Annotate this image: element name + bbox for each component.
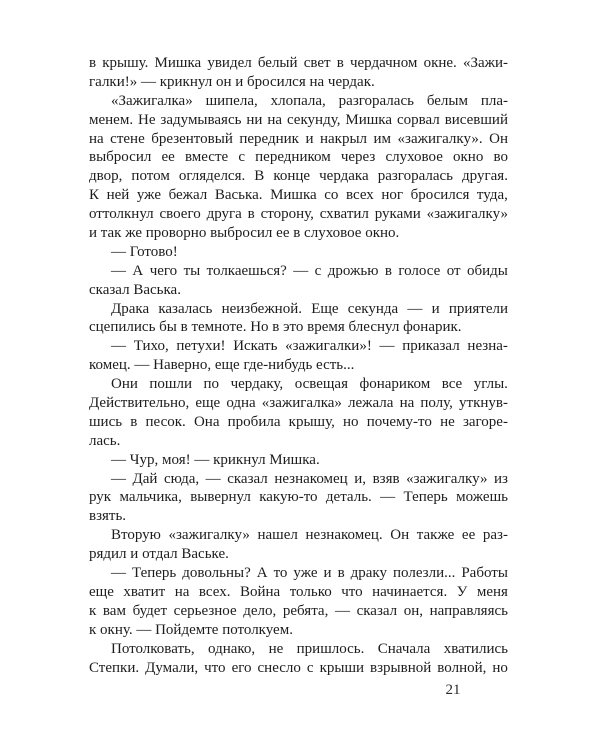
word: по <box>203 376 220 393</box>
word: на <box>267 111 283 128</box>
word: В <box>254 168 265 185</box>
word: драку <box>350 565 388 582</box>
paragraph <box>89 526 508 564</box>
text-line <box>89 92 508 111</box>
word: К <box>89 187 100 204</box>
word: уже <box>136 187 161 204</box>
word: взрывной <box>370 659 432 676</box>
word: мальчика, <box>119 489 182 506</box>
word: — <box>407 300 423 317</box>
word: серьезное <box>173 602 237 619</box>
word: неизбежной. <box>221 300 302 317</box>
text-line <box>89 167 508 186</box>
word: и <box>323 565 332 582</box>
word: с <box>238 149 245 166</box>
text-line: — Готово! <box>111 243 178 260</box>
text-line <box>89 148 508 167</box>
word: стене <box>110 130 145 147</box>
word: раз- <box>482 527 508 544</box>
word: дело, <box>243 602 277 619</box>
word: выбросил <box>89 149 152 166</box>
word: потом <box>131 168 170 185</box>
word: снесло <box>257 659 301 676</box>
word: на <box>399 395 415 412</box>
text-line: лась. <box>89 432 121 449</box>
text-line: рядил и отдал Ваське. <box>89 546 229 563</box>
word: приятели <box>448 300 508 317</box>
word: загоре- <box>462 413 508 430</box>
word: секунду, <box>286 111 341 128</box>
text-line <box>89 375 508 394</box>
word: А <box>256 565 268 582</box>
word: хватит <box>123 583 166 600</box>
word: — <box>334 602 350 619</box>
text-line: и так же проворно выбросил ее в слуховое окно. <box>89 225 400 242</box>
word: уже <box>293 565 318 582</box>
word: свет <box>303 55 331 71</box>
page-text <box>89 54 508 677</box>
word: сторону, <box>260 206 314 223</box>
text-line <box>89 394 508 413</box>
word: шись <box>89 413 123 430</box>
word: незнакомец <box>274 470 348 487</box>
word: «зажигалка» <box>261 395 342 412</box>
word: освещая <box>294 376 348 393</box>
text-line <box>89 186 508 205</box>
word: на <box>89 130 104 147</box>
word: задумываясь <box>160 111 242 128</box>
word: передником <box>255 149 331 166</box>
word: Он <box>390 527 410 544</box>
word: чердака <box>319 168 369 185</box>
word: Он <box>489 130 508 147</box>
word: белый <box>257 55 298 71</box>
word: висевший <box>444 111 508 128</box>
word: Теперь <box>403 489 448 506</box>
word: накрыл <box>319 130 368 147</box>
word: лежала <box>348 395 394 412</box>
word: не <box>268 640 284 657</box>
paragraph <box>89 243 508 262</box>
paragraph <box>89 92 508 243</box>
word: направляясь <box>429 602 508 619</box>
word: бросился <box>410 187 470 204</box>
paragraph <box>89 300 508 338</box>
word: «Зажигалка» <box>111 92 193 109</box>
word: приказал <box>402 338 460 355</box>
word: еще <box>89 583 114 600</box>
word: Драка <box>111 300 150 317</box>
word: Мишка <box>270 187 317 204</box>
word: что <box>341 583 363 600</box>
text-line <box>89 488 508 507</box>
paragraph <box>89 470 508 527</box>
word: уткнув- <box>459 395 508 412</box>
word: вам <box>102 602 126 619</box>
word: всех. <box>198 583 231 600</box>
word: будет <box>132 602 168 619</box>
word: и <box>431 300 440 317</box>
word: — <box>111 338 126 355</box>
word: петухи! <box>176 338 226 355</box>
word: Она <box>193 413 220 430</box>
word: в <box>247 206 255 223</box>
word: какую-то <box>259 489 318 506</box>
word: Тихо, <box>133 338 169 355</box>
paragraph <box>89 54 508 92</box>
word: также <box>416 527 455 544</box>
word: секунда <box>347 300 399 317</box>
word: пла- <box>480 92 508 109</box>
word: Мишка <box>154 55 202 71</box>
text-line <box>89 337 508 356</box>
word: но <box>343 413 359 430</box>
word: Не <box>138 111 156 128</box>
word: полезли... <box>393 565 456 582</box>
text-line <box>89 659 508 678</box>
word: оттолкнул <box>89 206 154 223</box>
word: Думали, <box>145 659 199 676</box>
word: на <box>174 583 190 600</box>
word: только <box>289 583 332 600</box>
word: из <box>493 470 508 487</box>
word: «зажигалку». <box>397 130 483 147</box>
word: через <box>340 149 376 166</box>
word: разгоралась <box>338 92 414 109</box>
word: окно <box>453 149 484 166</box>
word: разгоралась <box>377 168 453 185</box>
word: «зажигалку» <box>168 527 250 544</box>
word: что <box>204 659 226 676</box>
word: — <box>293 262 309 279</box>
word: ней <box>106 187 130 204</box>
word: — <box>205 470 221 487</box>
paragraph <box>89 375 508 451</box>
word: конце <box>273 168 311 185</box>
word: крышу. <box>102 55 149 71</box>
word: ее <box>161 149 175 166</box>
word: им <box>373 130 392 147</box>
paragraph <box>89 451 508 470</box>
word: сюда, <box>163 470 200 487</box>
word: меня <box>476 583 508 600</box>
word: его <box>231 659 252 676</box>
word: Васька. <box>214 187 263 204</box>
text-line <box>89 413 508 432</box>
text-line: комец. — Наверно, еще где-нибудь есть... <box>89 357 355 374</box>
word: довольны? <box>182 565 251 582</box>
word: огляделся. <box>178 168 246 185</box>
word: чердаку, <box>230 376 284 393</box>
word: двор, <box>89 168 123 185</box>
word: ребята, <box>282 602 329 619</box>
word: однако, <box>208 640 256 657</box>
word: «зажигалки»! <box>285 338 372 355</box>
word: Степки. <box>89 659 140 676</box>
word: белым <box>426 92 468 109</box>
word: руками <box>374 206 421 223</box>
word: он, <box>403 602 424 619</box>
word: то <box>273 565 288 582</box>
word: взяв <box>372 470 400 487</box>
word: от <box>446 262 461 279</box>
text-line <box>89 300 508 319</box>
word: чердачном <box>349 55 418 71</box>
word: пошли <box>149 376 192 393</box>
word: схватил <box>319 206 369 223</box>
word: всех <box>346 187 374 204</box>
word: Они <box>111 376 138 393</box>
word: «зажигалку» <box>426 206 508 223</box>
word: углы. <box>473 376 508 393</box>
word: — <box>111 262 126 279</box>
word: другая. <box>462 168 508 185</box>
word: и <box>305 130 314 147</box>
word: начинается. <box>372 583 448 600</box>
word: ног <box>381 187 404 204</box>
word: и, <box>354 470 367 487</box>
word: Работы <box>461 565 508 582</box>
text-line <box>89 583 508 602</box>
text-line <box>89 54 508 73</box>
word: Искать <box>233 338 278 355</box>
text-line: взять. <box>89 508 127 525</box>
word: — <box>379 338 395 355</box>
word: У <box>456 583 468 600</box>
word: со <box>324 187 339 204</box>
word: обиды <box>467 262 508 279</box>
word: рук <box>89 489 112 506</box>
word: — <box>111 565 126 582</box>
word: менем. <box>89 111 134 128</box>
text-line <box>89 602 508 621</box>
word: к <box>89 602 97 619</box>
word: пробила <box>227 413 281 430</box>
text-line: — Чур, моя! — крикнул Мишка. <box>111 451 320 468</box>
word: деталь. <box>325 489 372 506</box>
word: крыши <box>319 659 365 676</box>
word: ее <box>461 527 476 544</box>
word: ни <box>246 111 263 128</box>
word: шипела, <box>205 92 258 109</box>
word: одна <box>226 395 256 412</box>
word: окне. <box>423 55 457 71</box>
word: Теперь <box>131 565 177 582</box>
word: казалась <box>158 300 213 317</box>
text-line: галки!» — крикнул он и бросился на чердак. <box>89 73 375 90</box>
text-line: сцепились бы в темноте. Но в это время блеснул фонарик. <box>89 319 462 336</box>
word: Вторую <box>111 527 161 544</box>
word: вместе <box>184 149 229 166</box>
text-line <box>89 564 508 583</box>
word: А <box>132 262 144 279</box>
word: брезентовый <box>151 130 233 147</box>
word: Еще <box>311 300 339 317</box>
word: Война <box>239 583 281 600</box>
word: полу, <box>420 395 453 412</box>
word: Мишка <box>345 111 393 128</box>
word: туда, <box>476 187 508 204</box>
word: в <box>336 55 344 71</box>
word: хватились <box>443 640 508 657</box>
word: нашел <box>257 527 298 544</box>
word: с <box>314 262 322 279</box>
word: голосе <box>398 262 441 279</box>
text-line <box>89 470 508 489</box>
text-line <box>89 262 508 281</box>
word: во <box>493 149 508 166</box>
word: — <box>380 489 396 506</box>
word: увидел <box>207 55 252 71</box>
word: друга <box>206 206 242 223</box>
word: крышу, <box>288 413 335 430</box>
text-line <box>89 640 508 659</box>
word: пришлось. <box>296 640 365 657</box>
word: толкаешься? <box>206 262 287 279</box>
word: Сначала <box>377 640 431 657</box>
paragraph <box>89 337 508 375</box>
word: в <box>130 413 138 430</box>
word: незнакомец. <box>305 527 383 544</box>
paragraph <box>89 640 508 678</box>
word: — <box>111 470 126 487</box>
word: фонариком <box>359 376 431 393</box>
paragraph <box>89 262 508 300</box>
word: бежал <box>168 187 208 204</box>
word: Дай <box>132 470 158 487</box>
word: сорвал <box>396 111 440 128</box>
text-line <box>89 526 508 545</box>
word: вывернул <box>190 489 251 506</box>
word: незна- <box>467 338 508 355</box>
word: с <box>306 659 314 676</box>
word: сказал <box>227 470 268 487</box>
text-line <box>89 130 508 149</box>
word: чего <box>149 262 178 279</box>
text-line <box>89 205 508 224</box>
word: своего <box>159 206 201 223</box>
word: Действительно, <box>89 395 190 412</box>
word: ты <box>183 262 201 279</box>
word: слуховое <box>385 149 443 166</box>
word: в <box>89 55 97 71</box>
word: но <box>492 659 508 676</box>
word: Потолковать, <box>111 640 195 657</box>
text-line: сказал Васька. <box>89 281 181 298</box>
word: можешь <box>456 489 508 506</box>
word: в <box>384 262 392 279</box>
word: сказал <box>356 602 398 619</box>
paragraph <box>89 564 508 640</box>
word: все <box>441 376 463 393</box>
word: еще <box>195 395 221 412</box>
text-line <box>89 111 508 130</box>
word: волной, <box>437 659 487 676</box>
text-line: к окну. — Пойдемте потолкуем. <box>89 621 293 638</box>
word: «Зажи- <box>462 55 508 71</box>
word: не <box>440 413 455 430</box>
word: в <box>337 565 345 582</box>
word: передник <box>239 130 299 147</box>
word: «зажигалку» <box>406 470 488 487</box>
word: почему-то <box>366 413 432 430</box>
page-number: 21 <box>445 682 461 698</box>
word: песок. <box>145 413 186 430</box>
word: дрожью <box>327 262 379 279</box>
word: хлопала, <box>270 92 326 109</box>
